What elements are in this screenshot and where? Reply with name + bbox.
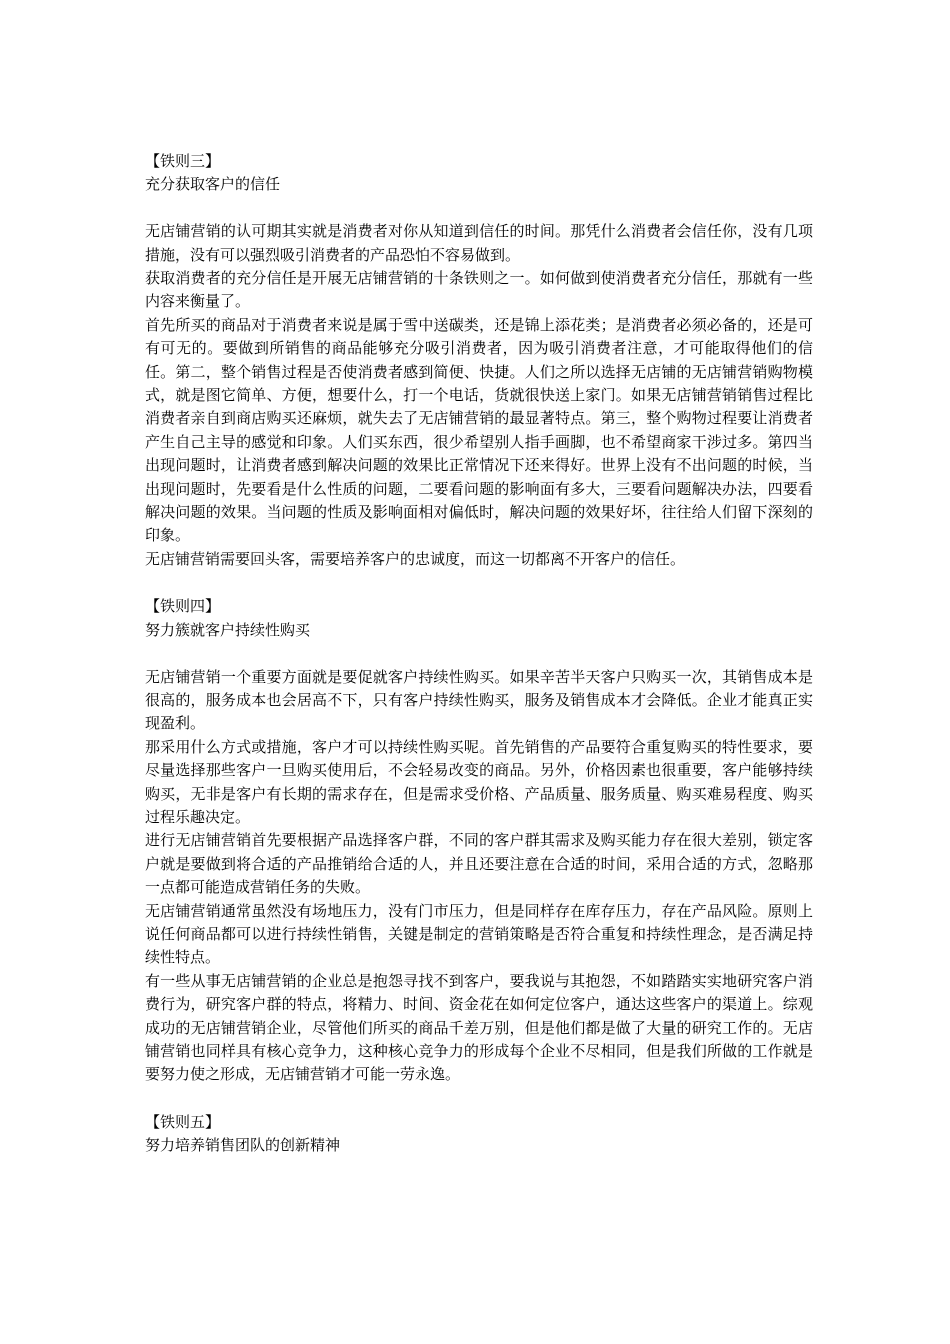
paragraph: 无店铺营销一个重要方面就是要促就客户持续性购买。如果辛苦半天客户只购买一次，其销售成本是很高的，服务成本也会居高不下，只有客户持续性购买，服务及销售成本才会降低。企业才能真正实现盈利。 xyxy=(145,667,813,733)
blank-line xyxy=(145,571,813,595)
rule-title: 【铁则四】 xyxy=(145,597,221,616)
section-rule-3 xyxy=(145,150,813,571)
blank-line xyxy=(145,642,813,665)
rule-subtitle: 努力簇就客户持续性购买 xyxy=(145,620,311,639)
paragraph: 无店铺营销的认可期其实就是消费者对你从知道到信任的时间。那凭什么消费者会信任你，没有几项措施，没有可以强烈吸引消费者的产品恐怕不容易做到。 xyxy=(145,222,813,264)
rule-subtitle: 充分获取客户的信任 xyxy=(145,175,281,194)
paragraph: 有一些从事无店铺营销的企业总是抱怨寻找不到客户，要我说与其抱怨，不如踏踏实实地研究客户消费行为，研究客户群的特点，将精力、时间、资金花在如何定位客户，通达这些客户的渠道上。综观成功的无店铺营销企业，尽管他们所买的商品千差万别，但是他们都是做了大量的研究工作的。无店铺营销也同样具有核心竞争力，这种核心竞争力的形成每个企业不尽相同，但是我们所做的工作就是要努力使之形成，无店铺营销才可能一劳永逸。 xyxy=(145,971,813,1084)
paragraph: 那采用什么方式或措施，客户才可以持续性购买呢。首先销售的产品要符合重复购买的特性要求，要尽量选择那些客户一旦购买使用后，不会轻易改变的商品。另外，价格因素也很重要，客户能够持续购买，无非是客户有长期的需求存在，但是需求受价格、产品质量、服务质量、购买难易程度、购买过程乐趣决定。 xyxy=(145,737,813,826)
paragraph: 无店铺营销通常虽然没有场地压力，没有门市压力，但是同样存在库存压力，存在产品风险。原则上说任何商品都可以进行持续性销售，关键是制定的营销策略是否符合重复和持续性理念，是否满足持续性特点。 xyxy=(145,901,813,967)
rule-title: 【铁则三】 xyxy=(145,152,221,170)
paragraph: 无店铺营销需要回头客，需要培养客户的忠诚度，而这一切都离不开客户的信任。 xyxy=(145,549,686,568)
document-page xyxy=(145,150,813,1158)
section-rule-4 xyxy=(145,595,813,1087)
paragraph: 首先所买的商品对于消费者来说是属于雪中送碳类，还是锦上添花类；是消费者必须必备的，还是可有可无的。要做到所销售的商品能够充分吸引消费者，因为吸引消费者注意，才可能取得他们的信任。第二，整个销售过程是否使消费者感到简便、快捷。人们之所以选择无店铺的无店铺营销购物模式，就是图它简单、方便，想要什么，打一个电话，货就很快送上家门。如果无店铺营销销售过程比消费者亲自到商店购买还麻烦，就失去了无店铺营销的最显著特点。第三，整个购物过程要让消费者产生自己主导的感觉和印象。人们买东西，很少希望别人指手画脚，也不希望商家干涉过多。第四当出现问题时，让消费者感到解决问题的效果比正常情况下还来得好。世界上没有不出问题的时候，当出现问题时，先要看是什么性质的问题，二要看问题的影响面有多大，三要看问题解决办法，四要看解决问题的效果。当问题的性质及影响面相对偏低时，解决问题的效果好坏，往往给人们留下深刻的印象。 xyxy=(145,315,813,545)
blank-line xyxy=(145,197,813,220)
paragraph: 进行无店铺营销首先要根据产品选择客户群，不同的客户群其需求及购买能力存在很大差别，锁定客户就是要做到将合适的产品推销给合适的人，并且还要注意在合适的时间，采用合适的方式，忽略那一点都可能造成营销任务的失败。 xyxy=(145,831,813,897)
rule-title: 【铁则五】 xyxy=(145,1112,221,1131)
section-rule-5 xyxy=(145,1111,813,1158)
blank-line xyxy=(145,1087,813,1111)
paragraph: 获取消费者的充分信任是开展无店铺营销的十条铁则之一。如何做到使消费者充分信任，那就有一些内容来衡量了。 xyxy=(145,269,813,311)
rule-subtitle: 努力培养销售团队的创新精神 xyxy=(145,1136,341,1155)
